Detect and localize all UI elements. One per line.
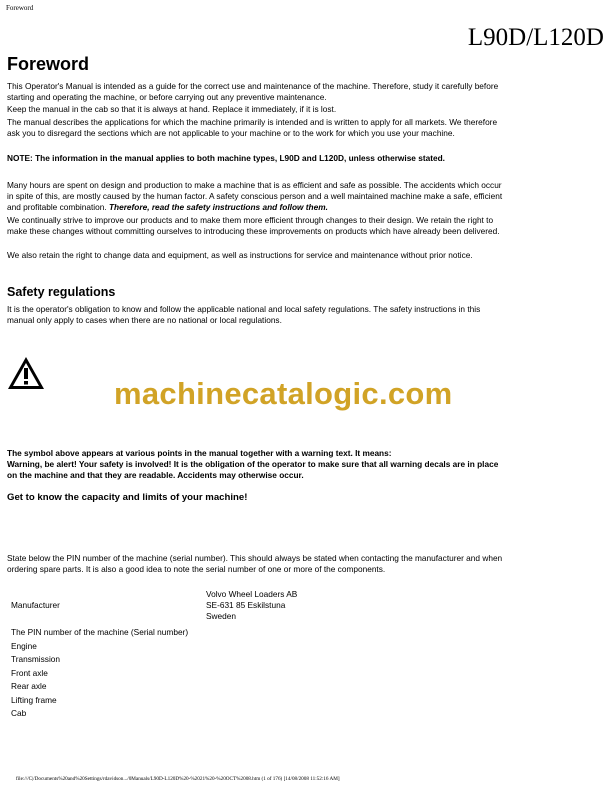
page-footer-url: file:///C|/Documents%20and%20Settings/rdavidson.../0Manuals/L90D-L120D%20-%2021%20-%20OCT%2008.htm (1 of 176) [14/08/2008 11:52:16 AM] (16, 776, 340, 782)
address-line: Volvo Wheel Loaders AB (206, 589, 298, 599)
list-item: The PIN number of the machine (Serial number) (11, 627, 189, 637)
component-list (11, 626, 188, 721)
design-emphasis: Therefore, read the safety instructions and follow them. (108, 202, 328, 212)
list-item: Rear axle (11, 681, 47, 691)
design-text: Many hours are spent on design and production to make a machine that is as efficient and safe as possible. The accidents which occur in spite of this, are mostly caused by the human factor. A safety conscious person and a well maintained machine make a safe, efficient and profitable combination. (7, 180, 503, 212)
capacity-heading: Get to know the capacity and limits of your machine! (7, 492, 248, 503)
page-title: Foreword (7, 54, 90, 74)
model-title: L90D/L120D (467, 24, 604, 51)
design-paragraph (7, 180, 505, 213)
manufacturer-label: Manufacturer (11, 600, 60, 610)
watermark: machinecatalogic.com (114, 376, 453, 411)
retain-paragraph: We also retain the right to change data and equipment, as well as instructions for service and maintenance without prior notice. (7, 250, 473, 260)
manufacturer-address (206, 589, 297, 622)
intro-paragraph-1: This Operator's Manual is intended as a guide for the correct use and maintenance of the machine. Therefore, study it carefully before starting and operating the machine, or before carrying out any preventive maintenance. (7, 81, 499, 102)
address-line: SE-631 85 Eskilstuna (206, 600, 286, 610)
list-item: Cab (11, 708, 27, 718)
list-item: Front axle (11, 667, 48, 678)
pin-paragraph: State below the PIN number of the machine (serial number). This should always be stated when contacting the manufacturer and when ordering spare parts. It is also a good idea to note the serial number of one or more of the components. (7, 553, 503, 574)
note-paragraph: NOTE: The information in the manual applies to both machine types, L90D and L120D, unless otherwise stated. (7, 153, 445, 163)
running-header: Foreword (6, 4, 34, 12)
list-item: Transmission (11, 654, 61, 664)
warning-triangle-icon (7, 356, 45, 390)
symbol-paragraph-2: Warning, be alert! Your safety is involved! It is the obligation of the operator to make sure that all warning decals are in place on the machine and that they are readable. Accidents may otherwise occur. (7, 459, 499, 480)
symbol-paragraph-1: The symbol above appears at various points in the manual together with a warning text. It means: (7, 448, 392, 458)
safety-heading: Safety regulations (7, 285, 116, 299)
safety-paragraph: It is the operator's obligation to know and follow the applicable national and local safety regulations. The safety instructions in this manual only apply to cases when there are no national or local regulations. (7, 304, 481, 325)
address-line: Sweden (206, 611, 236, 621)
intro-paragraph-3: The manual describes the applications for which the machine primarily is intended and is written to apply for all markets. We therefore ask you to disregard the sections which are not applicable to your machine or to the work for which you use your machine. (7, 117, 498, 138)
intro-paragraph-2: Keep the manual in the cab so that it is always at hand. Replace it immediately, if it is lost. (7, 104, 337, 114)
list-item: Lifting frame (11, 694, 57, 705)
improve-paragraph: We continually strive to improve our products and to make them more efficient through changes to their design. We retain the right to make these changes without committing ourselves to introducing these improvements on products which have already been delivered. (7, 215, 500, 236)
list-item: Engine (11, 640, 37, 651)
